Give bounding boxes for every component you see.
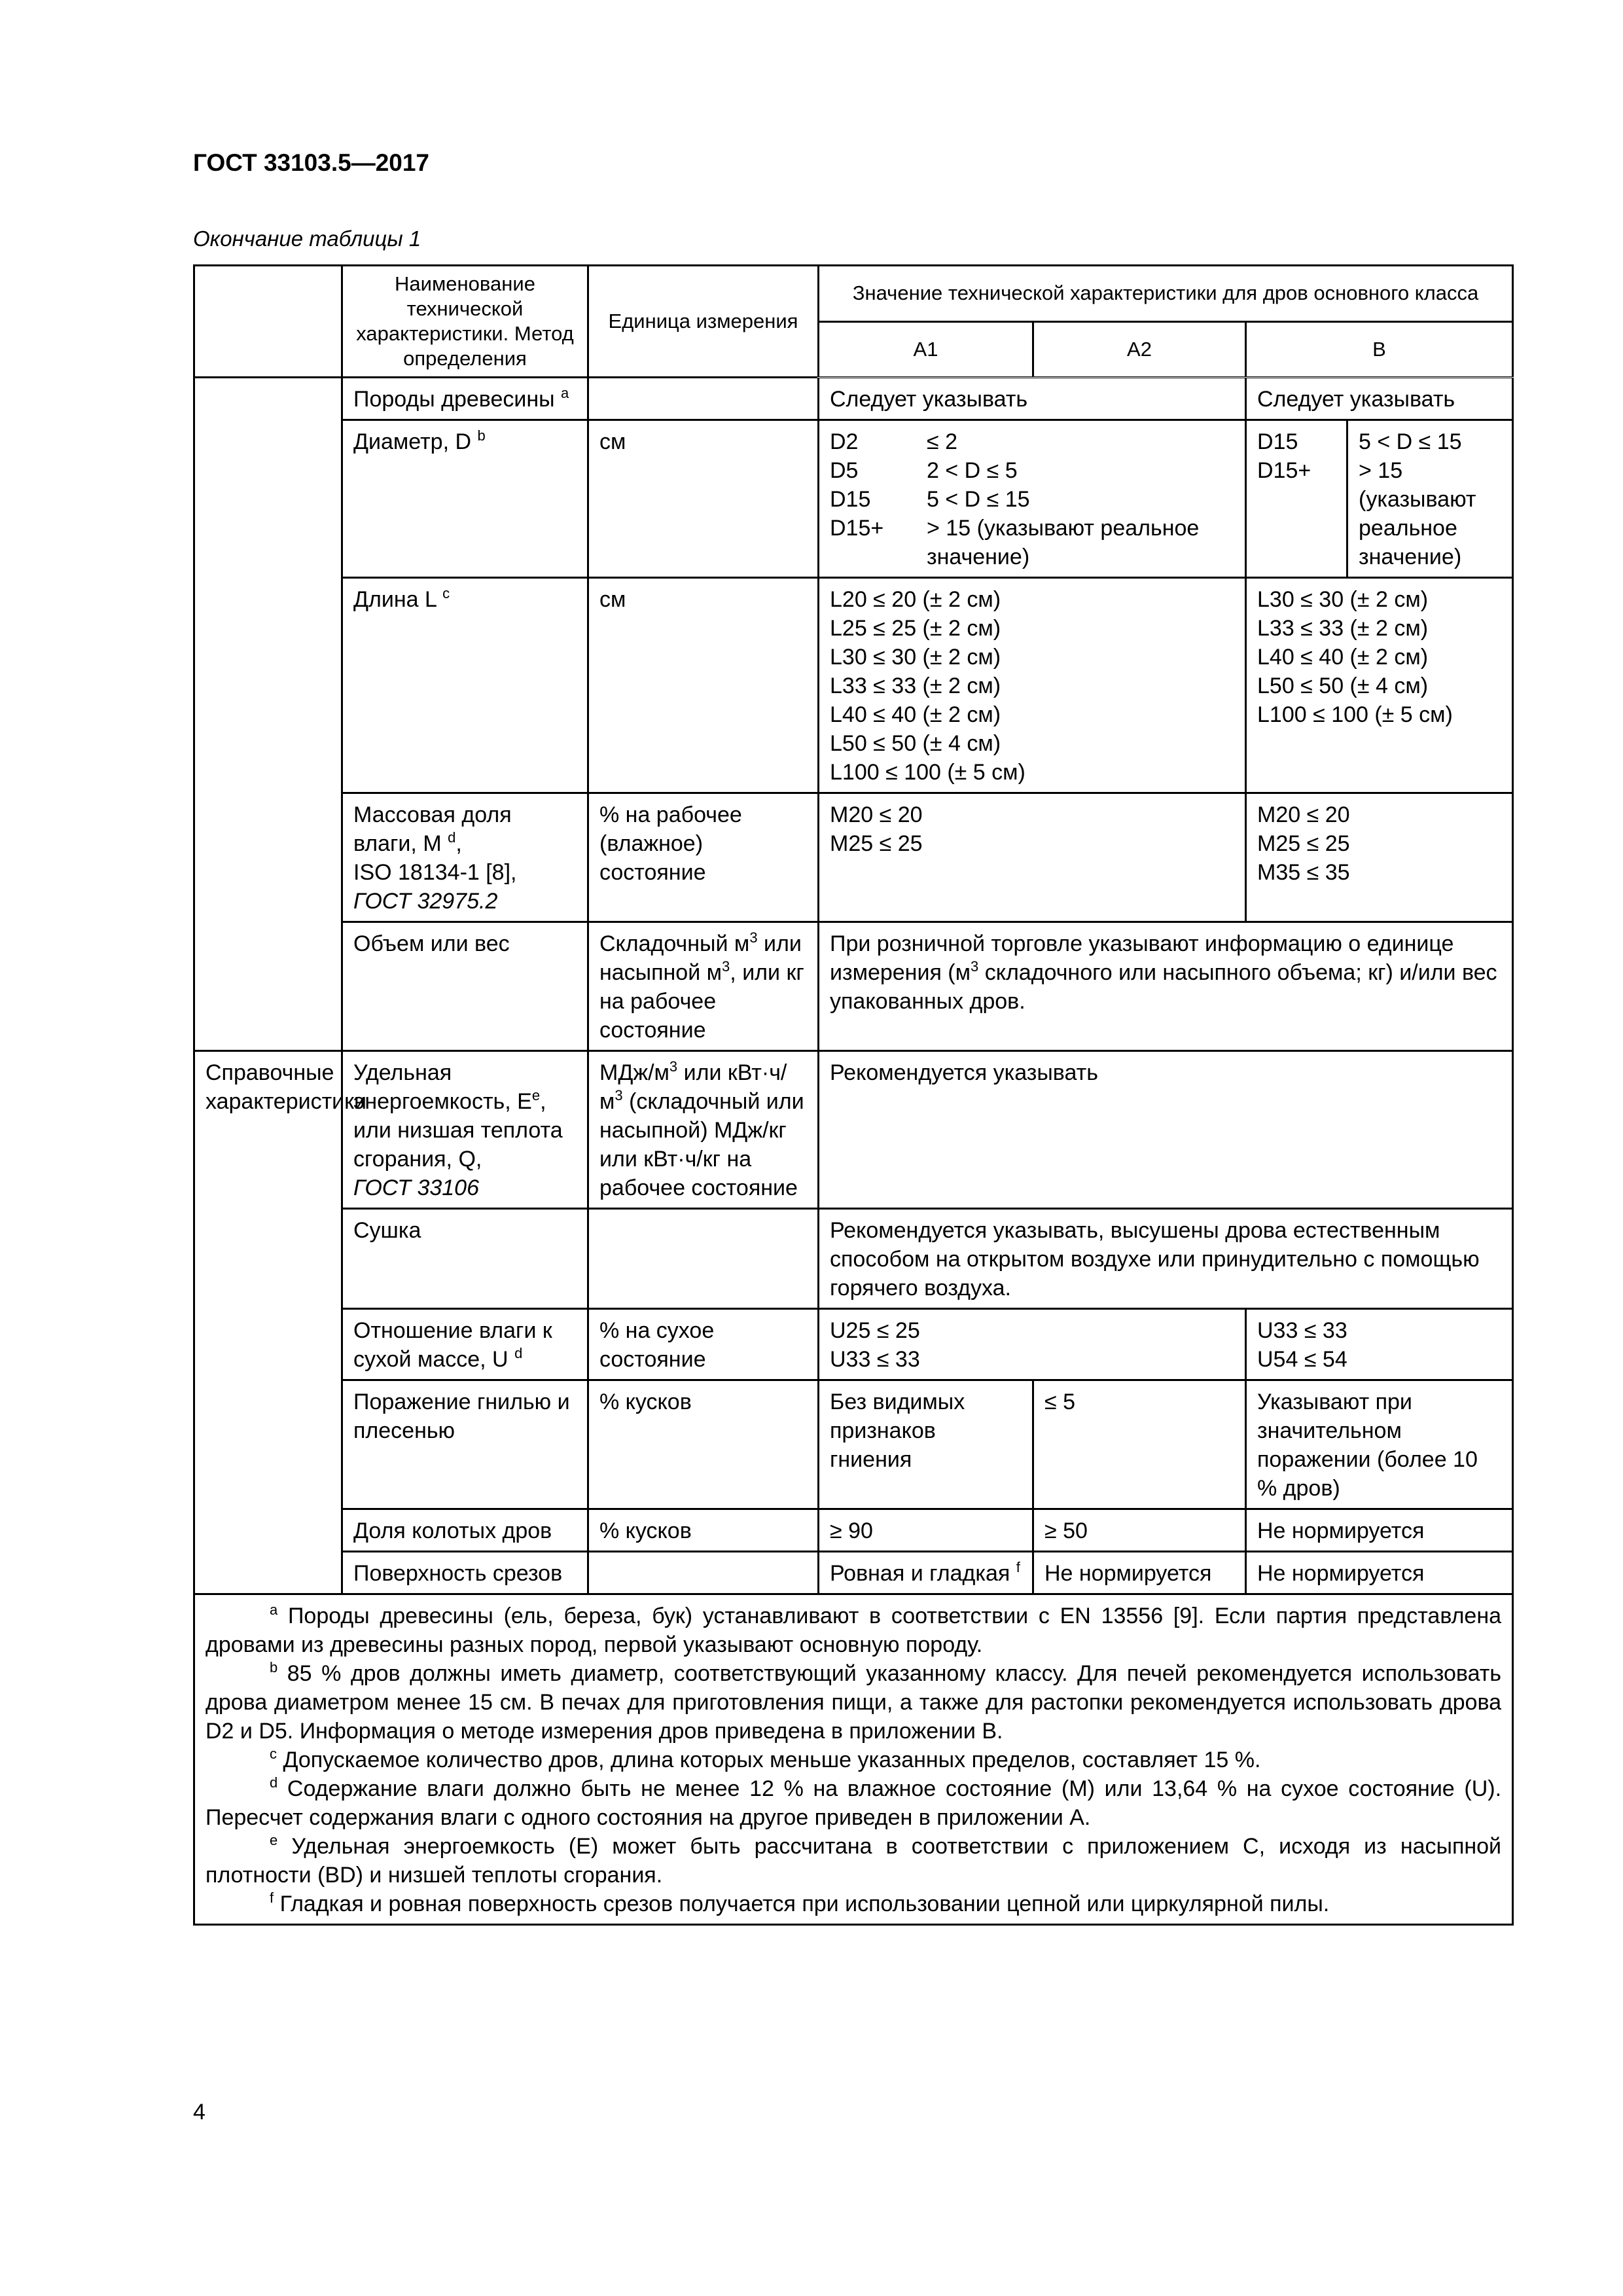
length-value: L40 ≤ 40 (± 2 см)	[1257, 645, 1429, 670]
row-value-a1: Ровная и гладкая $^f$	[819, 1552, 1033, 1594]
length-value: L25 ≤ 25 (± 2 см)	[830, 616, 1001, 641]
diameter-code: D15+	[830, 516, 884, 541]
row-unit-surface	[588, 1552, 819, 1594]
row-unit-moisture-ratio: % на сухое состояние	[588, 1309, 819, 1380]
table-row	[194, 1552, 1513, 1594]
column-header-value: Значение технической характеристики для дров основного класса	[819, 266, 1513, 322]
length-value: L50 ≤ 50 (± 4 см)	[830, 731, 1001, 756]
row-value-all: Рекомендуется указывать	[819, 1051, 1513, 1209]
ratio-value: U54 ≤ 54	[1257, 1347, 1347, 1372]
row-value-b: Следует указывать	[1246, 378, 1513, 420]
row-value-all: Рекомендуется указывать, высушены дрова естественным способом на открытом воздухе или принудительно с помощью горячего воздуха.	[819, 1209, 1513, 1309]
table-footnotes	[194, 1594, 1513, 1925]
group-cell-empty	[194, 378, 342, 1051]
diameter-range: 2 < D ≤ 5	[927, 458, 1018, 483]
table-row	[194, 922, 1513, 1051]
row-value-all: При розничной торговле указывают информацию о единице измерения ($м^3$ складочного или насыпного объема; кг) и/или вес упакованных дров.	[819, 922, 1513, 1051]
diameter-code: D15	[1257, 429, 1298, 454]
row-value-b: Не нормируется	[1246, 1552, 1513, 1594]
row-name-length: Длина L $^c$	[342, 578, 588, 793]
ratio-value: U25 ≤ 25	[830, 1318, 920, 1343]
diameter-range: > 15 (указывают реальное значение)	[1359, 458, 1476, 569]
length-value: L20 ≤ 20 (± 2 см)	[830, 587, 1001, 612]
notes-row	[194, 1594, 1513, 1925]
row-name-diameter: Диаметр, D $^b$	[342, 420, 588, 578]
diameter-code: D2	[830, 429, 859, 454]
ratio-value: U33 ≤ 33	[1257, 1318, 1347, 1343]
group-header-cell	[194, 266, 342, 378]
row-value-a1: Без видимых признаков гниения	[819, 1380, 1033, 1509]
moisture-value: M20 ≤ 20	[1257, 802, 1350, 827]
document-code: ГОСТ 33103.5—2017	[193, 149, 430, 176]
row-value-a	[819, 420, 1246, 578]
table-row	[194, 378, 1513, 420]
row-value-b: Не нормируется	[1246, 1509, 1513, 1552]
row-value-a: Следует указывать	[819, 378, 1246, 420]
column-header-b: B	[1246, 321, 1513, 378]
diameter-code: D15	[830, 487, 871, 512]
row-value-a2: ≥ 50	[1033, 1509, 1246, 1552]
moisture-value: M20 ≤ 20	[830, 802, 923, 827]
table-row	[194, 420, 1513, 578]
row-value-b	[1246, 793, 1513, 922]
diameter-range: ≤ 2	[927, 429, 958, 454]
ratio-value: U33 ≤ 33	[830, 1347, 920, 1372]
row-name-split: Доля колотых дров	[342, 1509, 588, 1552]
row-value-b	[1246, 578, 1513, 793]
row-value-b: Указывают при значительном поражении (более 10 % дров)	[1246, 1380, 1513, 1509]
row-unit-species	[588, 378, 819, 420]
diameter-range: 5 < D ≤ 15	[927, 487, 1030, 512]
row-name-rot: Поражение гнилью и плесенью	[342, 1380, 588, 1509]
row-name-surface: Поверхность срезов	[342, 1552, 588, 1594]
specification-table	[193, 264, 1514, 1926]
group-label: Справочные характеристики	[194, 1051, 342, 1594]
table-row	[194, 1380, 1513, 1509]
row-value-b-range	[1347, 420, 1513, 578]
diameter-code: D15+	[1257, 458, 1311, 483]
row-name-drying: Сушка	[342, 1209, 588, 1309]
column-header-name: Наименование технической характеристики. Метод определения	[342, 266, 588, 378]
row-value-a2: ≤ 5	[1033, 1380, 1246, 1509]
row-value-a2: Не нормируется	[1033, 1552, 1246, 1594]
footnote: $^d$ Содержание влаги должно быть не менее 12 % на влажное состояние (M) или 13,64 % на сухое состояние (U). Пересчет содержания влаги с одного состояния на другое приведен в приложении A.	[205, 1774, 1502, 1830]
row-name-moisture-ratio: Отношение влаги к сухой массе, U $^d$	[342, 1309, 588, 1380]
row-unit-length: см	[588, 578, 819, 793]
length-value: L40 ≤ 40 (± 2 см)	[830, 702, 1001, 727]
diameter-range: > 15 (указывают реальное значение)	[927, 516, 1200, 569]
row-value-a	[819, 578, 1246, 793]
length-value: L100 ≤ 100 (± 5 см)	[830, 760, 1026, 785]
footnote: $^e$ Удельная энергоемкость (E) может быть рассчитана в соответствии с приложением C, исходя из насыпной плотности (BD) и низшей теплоты сгорания.	[205, 1832, 1502, 1888]
page-number: 4	[193, 2100, 205, 2125]
footnote: $^b$ 85 % дров должны иметь диаметр, соответствующий указанному классу. Для печей рекомендуется использовать дрова диаметром менее 15 см. В печах для приготовления пищи, а также для растопки рекомендуется использовать дрова D2 и D5. Информация о методе измерения дров приведена в приложении B.	[205, 1659, 1502, 1744]
column-header-unit: Единица измерения	[588, 266, 819, 378]
row-value-a	[819, 793, 1246, 922]
length-value: L30 ≤ 30 (± 2 см)	[830, 645, 1001, 670]
row-value-b	[1246, 1309, 1513, 1380]
diameter-a-list	[830, 427, 1234, 571]
table-caption: Окончание таблицы 1	[193, 226, 421, 251]
row-unit-volume: Складочный $м^3$ или насыпной $м^3$, или кг на рабочее состояние	[588, 922, 819, 1051]
length-value: L33 ≤ 33 (± 2 см)	[1257, 616, 1429, 641]
moisture-value: M25 ≤ 25	[830, 831, 923, 856]
moisture-value: M25 ≤ 25	[1257, 831, 1350, 856]
diameter-range: 5 < D ≤ 15	[1359, 429, 1462, 454]
table-row	[194, 1051, 1513, 1209]
row-unit-diameter: см	[588, 420, 819, 578]
diameter-code: D5	[830, 458, 859, 483]
row-unit-split: % кусков	[588, 1509, 819, 1552]
table-row	[194, 1509, 1513, 1552]
row-name-volume: Объем или вес	[342, 922, 588, 1051]
row-unit-moisture: % на рабочее (влажное) состояние	[588, 793, 819, 922]
table-row	[194, 1209, 1513, 1309]
table-row	[194, 1309, 1513, 1380]
row-value-a	[819, 1309, 1246, 1380]
row-name-energy: Удельная энергоемкость, $E^e$, или низшая теплота сгорания, Q, ГОСТ 33106	[342, 1051, 588, 1209]
row-unit-drying	[588, 1209, 819, 1309]
length-value: L33 ≤ 33 (± 2 см)	[830, 673, 1001, 698]
column-header-a2: A2	[1033, 321, 1246, 378]
length-value: L30 ≤ 30 (± 2 см)	[1257, 587, 1429, 612]
footnote: $^a$ Породы древесины (ель, береза, бук) устанавливают в соответствии с EN 13556 [9]. Если партия представлена дровами из древесины разных пород, первой указывают основную породу.	[205, 1602, 1502, 1657]
row-value-b-code	[1246, 420, 1347, 578]
footnote: $^c$ Допускаемое количество дров, длина которых меньше указанных пределов, составляет 15 %.	[270, 1746, 1261, 1772]
row-name-species: Породы древесины $^a$	[342, 378, 588, 420]
table-row	[194, 578, 1513, 793]
row-value-a1: ≥ 90	[819, 1509, 1033, 1552]
length-value: L100 ≤ 100 (± 5 см)	[1257, 702, 1453, 727]
length-value: L50 ≤ 50 (± 4 см)	[1257, 673, 1429, 698]
table-header-row	[194, 266, 1513, 322]
footnote: $^f$ Гладкая и ровная поверхность срезов получается при использовании цепной или циркулярной пилы.	[270, 1890, 1330, 1916]
table-row	[194, 793, 1513, 922]
column-header-a1: A1	[819, 321, 1033, 378]
moisture-value: M35 ≤ 35	[1257, 860, 1350, 885]
row-unit-rot: % кусков	[588, 1380, 819, 1509]
row-name-moisture: Массовая доля влаги, M $^d$, ISO 18134-1 [8], ГОСТ 32975.2	[342, 793, 588, 922]
row-unit-energy: МДж/$м^3$ или $кВт\cdot ч/м^3$ (складочный или насыпной) МДж/кг или кВт·ч/кг на рабочее состояние	[588, 1051, 819, 1209]
